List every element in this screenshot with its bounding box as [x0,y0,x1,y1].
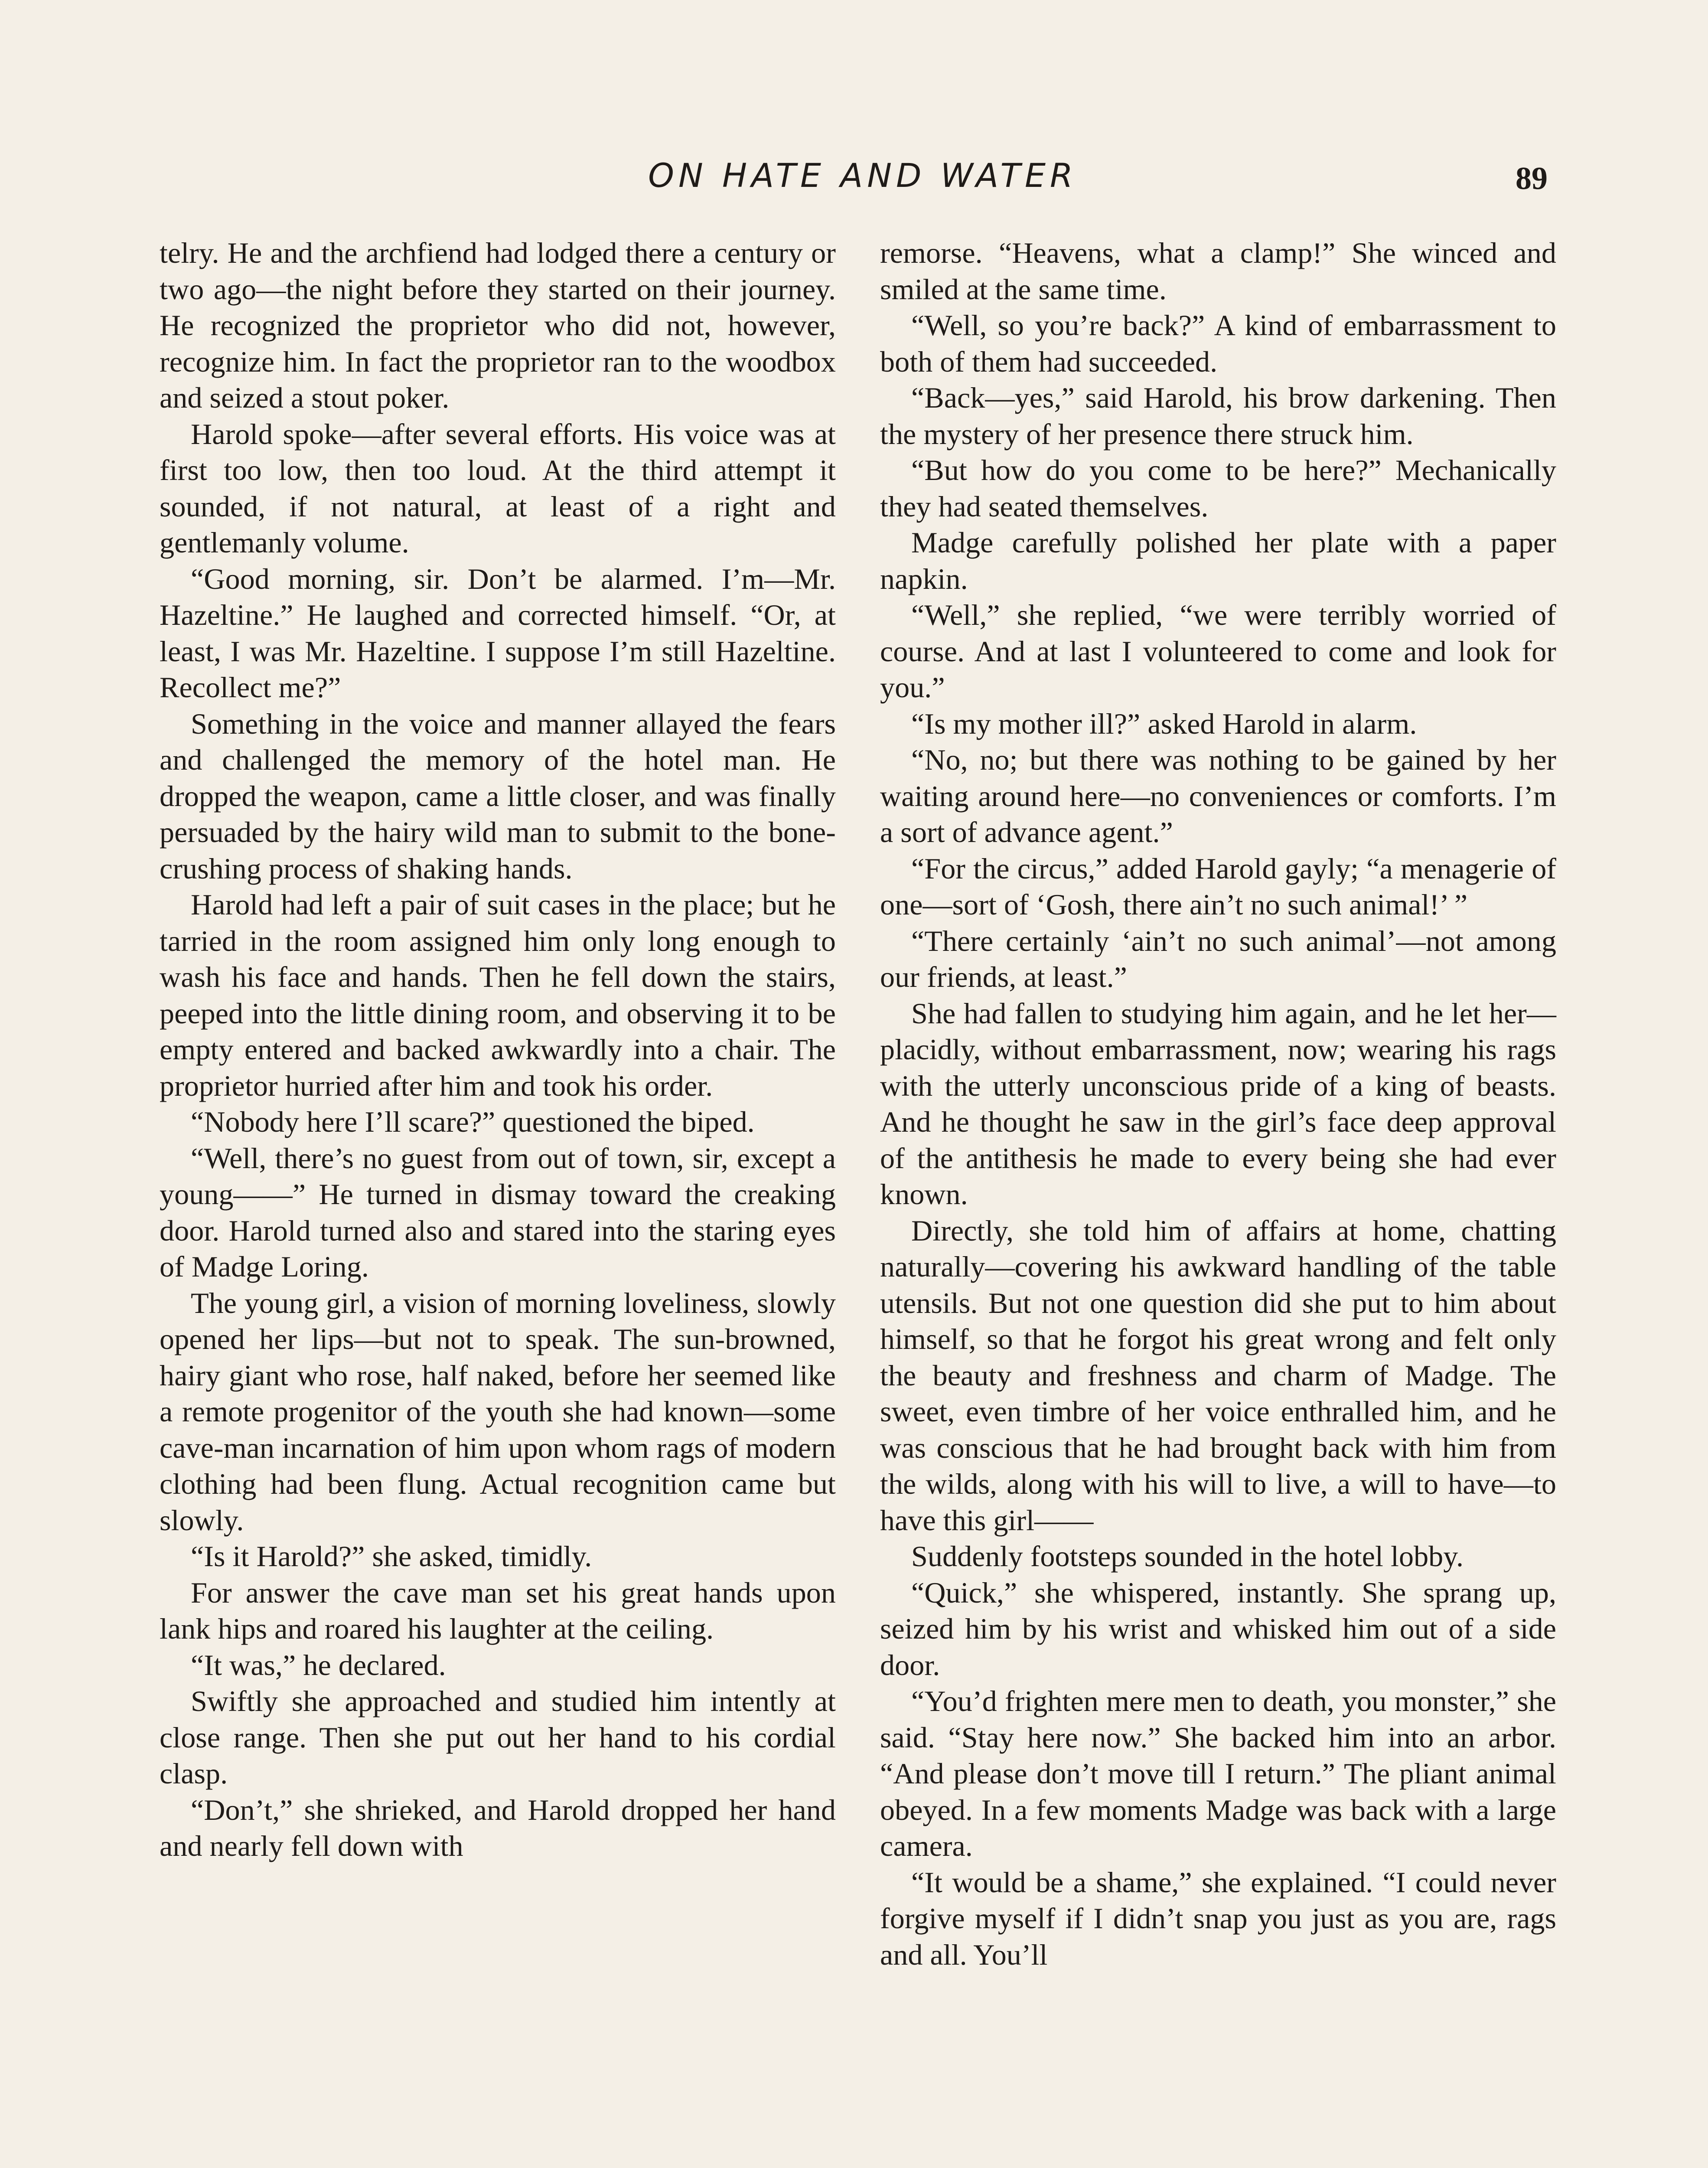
paragraph: “For the circus,” added Harold gayly; “a menagerie of one—sort of ‘Gosh, there ain’t no such animal!’ ” [880,852,1556,921]
paragraph: Directly, she told him of affairs at home, chatting naturally—covering his awkward handling of the table utensils. But not one question did she put to him about himself, so that he forgot his great wrong and felt only the beauty and freshness and charm of Madge. The sweet, even timbre of her voice enthralled him, and he was conscious that he had brought back with him from the wilds, along with his will to live, a will to have—to have this girl—— [880,1214,1556,1537]
paragraph: “But how do you come to be here?” Mechanically they had seated themselves. [880,454,1556,523]
paragraph: “Well, so you’re back?” A kind of embarrassment to both of them had succeeded. [880,309,1556,378]
paragraph: “It would be a shame,” she explained. “I could never forgive myself if I didn’t snap you just as you are, rags and all. You’ll [880,1865,1556,1971]
paragraph: “Nobody here I’ll scare?” questioned the biped. [191,1105,755,1138]
paragraph: The young girl, a vision of morning loveliness, slowly opened her lips—but not to speak. The sun-browned, hairy giant who rose, half naked, before her seemed like a remote progenitor of the youth she had known—some cave-man incarnation of him upon whom rags of modern clothing had been flung. Actual recognition came but slowly. [160,1286,836,1537]
paragraph: Swiftly she approached and studied him intently at close range. Then she put out her hand to his cordial clasp. [160,1685,836,1790]
paragraph: Something in the voice and manner allayed the fears and challenged the memory of the hotel man. He dropped the weapon, came a little closer, and was finally persuaded by the hairy wild man to submit to the bone-crushing process of shaking hands. [160,707,836,885]
paragraph: Madge carefully polished her plate with a paper napkin. [880,526,1556,595]
paragraph: “Well, there’s no guest from out of town, sir, except a young——” He turned in dismay toward the creaking door. Harold turned also and stared into the staring eyes of Madge Loring. [160,1141,836,1283]
paragraph: “You’d frighten mere men to death, you monster,” she said. “Stay here now.” She backed him into an arbor. “And please don’t move till I return.” The pliant animal obeyed. In a few moments Madge was back with a large camera. [880,1685,1556,1862]
paragraph: “It was,” he declared. [191,1648,446,1682]
paragraph: “There certainly ‘ain’t no such animal’—not among our friends, at least.” [880,924,1556,993]
paragraph: She had fallen to studying him again, and he let her—placidly, without embarrassment, now; wearing his rags with the utterly unconscious pride of a king of beasts. And he thought he saw in the girl’s face deep approval of the antithesis he made to every being she had ever known. [880,996,1556,1211]
paragraph: remorse. “Heavens, what a clamp!” She winced and smiled at the same time. [880,236,1556,306]
paragraph: “Is my mother ill?” asked Harold in alarm. [911,707,1417,740]
paragraph: “Is it Harold?” she asked, timidly. [191,1540,592,1573]
paragraph: Suddenly footsteps sounded in the hotel lobby. [911,1540,1464,1573]
paragraph: For answer the cave man set his great hands upon lank hips and roared his laughter at the ceiling. [160,1576,836,1645]
paragraph: “Don’t,” she shrieked, and Harold dropped her hand and nearly fell down with [160,1793,836,1862]
right-text-column [880,235,1556,1973]
paragraph: “Back—yes,” said Harold, his brow darkening. Then the mystery of her presence there struck him. [880,381,1556,451]
paragraph: Harold spoke—after several efforts. His voice was at first too low, then too loud. At the third attempt it sounded, if not natural, at least of a right and gentlemanly volume. [160,417,836,559]
paragraph: “Good morning, sir. Don’t be alarmed. I’m—Mr. Hazeltine.” He laughed and corrected himself. “Or, at least, I was Mr. Hazeltine. I suppose I’m still Hazeltine. Recollect me?” [160,562,836,704]
paragraph: Harold had left a pair of suit cases in the place; but he tarried in the room assigned him only long enough to wash his face and hands. Then he fell down the stairs, peeped into the little dining room, and observing it to be empty entered and backed awkwardly into a chair. The proprietor hurried after him and took his order. [160,888,836,1102]
running-title: ON HATE AND WATER [648,156,1077,195]
paragraph: “Well,” she replied, “we were terribly worried of course. And at last I volunteered to come and look for you.” [880,598,1556,704]
paragraph: telry. He and the archfiend had lodged there a century or two ago—the night before they started on their journey. He recognized the proprietor who did not, however, recognize him. In fact the proprietor ran to the woodbox and seized a stout poker. [160,236,836,414]
paragraph: “No, no; but there was nothing to be gained by her waiting around here—no conveniences or comforts. I’m a sort of advance agent.” [880,743,1556,849]
paragraph: “Quick,” she whispered, instantly. She sprang up, seized him by his wrist and whisked him out of a side door. [880,1576,1556,1682]
page-number: 89 [1516,161,1548,196]
left-text-column [160,235,836,1864]
